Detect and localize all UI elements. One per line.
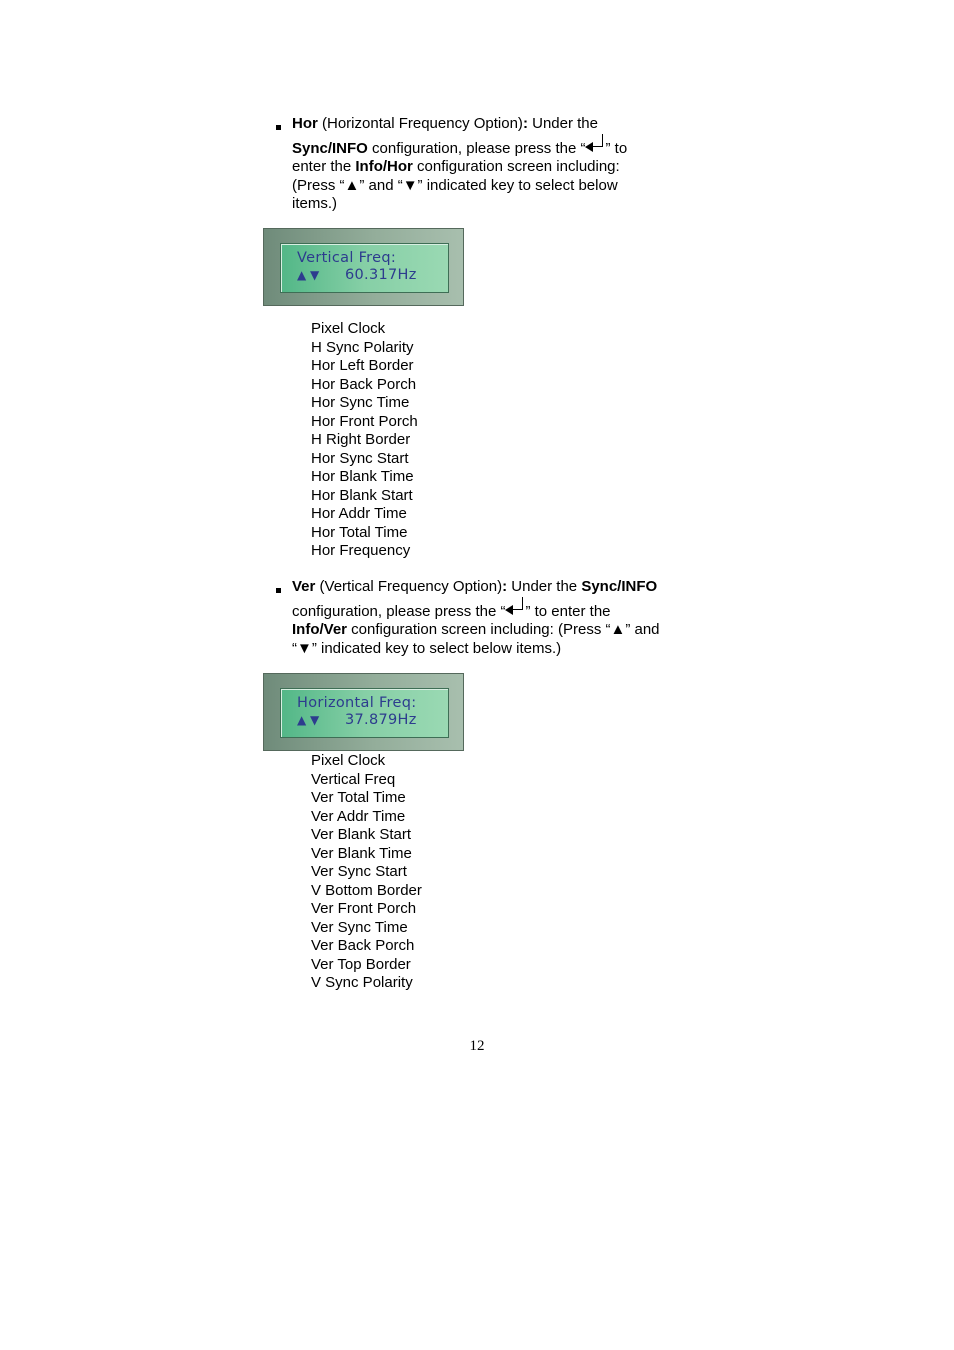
lcd-title: Vertical Freq: [297, 250, 397, 266]
lcd-value: 60.317Hz [345, 267, 417, 283]
hor-items-list [311, 320, 418, 561]
list-item: Pixel Clock [311, 320, 386, 337]
info-hor-label: Info/Hor [355, 158, 413, 175]
list-item: Ver Front Porch [311, 900, 417, 917]
list-item: H Sync Polarity [311, 338, 414, 356]
enter-key-icon [585, 140, 605, 154]
list-item: Hor Front Porch [311, 412, 418, 430]
list-item: Hor Frequency [311, 542, 411, 559]
ver-items-list [311, 752, 422, 993]
sync-info-label: Sync/INFO [292, 139, 368, 157]
sync-info-label: Sync/INFO [581, 578, 658, 595]
lcd-display-horizontal-freq [263, 673, 464, 751]
list-item: H Right Border [311, 431, 411, 448]
enter-key-icon [505, 603, 525, 617]
list-item: Pixel Clock [311, 752, 386, 769]
up-down-arrows-icon: ▲ ▼ [297, 268, 320, 282]
hor-paragraph: Hor (Horizontal Frequency Option): Under the Sync/INFO configuration, please press the “ ” to enter the Info/Hor configuration screen including: (Press “▲” and “▼” indicated key to select below items.) [292, 115, 628, 212]
list-item: Hor Left Border [311, 357, 414, 374]
list-item: Ver Sync Time [311, 918, 408, 936]
lcd-value: 37.879Hz [345, 712, 417, 728]
list-item: Hor Back Porch [311, 375, 417, 393]
lcd-title: Horizontal Freq: [297, 695, 417, 711]
page-number: 12 [469, 1038, 485, 1054]
list-item: Ver Back Porch [311, 937, 415, 954]
list-item: Ver Blank Time [311, 844, 412, 862]
list-item: Ver Sync Start [311, 863, 407, 880]
hor-section [276, 115, 706, 214]
list-item: Hor Blank Time [311, 468, 414, 485]
lcd-screen [280, 688, 449, 738]
ver-section [276, 578, 706, 658]
bullet-icon [276, 125, 281, 130]
ver-paragraph: Ver (Vertical Frequency Option): Under the Sync/INFO configuration, please press the “ ” to enter the Info/Ver configuration screen including: (Press “▲” and “▼” indicated key to select below items.) [292, 578, 660, 657]
list-item: Ver Addr Time [311, 807, 406, 825]
list-item: Ver Top Border [311, 955, 411, 973]
bullet-icon [276, 588, 281, 593]
list-item: Ver Blank Start [311, 826, 412, 843]
list-item: Hor Sync Start [311, 449, 409, 467]
list-item: Ver Total Time [311, 789, 406, 806]
list-item: Hor Blank Start [311, 486, 413, 504]
list-item: Hor Total Time [311, 523, 408, 541]
list-item: Hor Sync Time [311, 394, 410, 411]
up-down-arrows-icon: ▲ ▼ [297, 713, 320, 727]
list-item: Vertical Freq [311, 770, 396, 788]
list-item: V Sync Polarity [311, 974, 413, 991]
ver-label: Ver [292, 578, 316, 595]
lcd-screen [280, 243, 449, 293]
lcd-display-vertical-freq [263, 228, 464, 306]
list-item: Hor Addr Time [311, 505, 407, 522]
list-item: V Bottom Border [311, 881, 422, 899]
hor-label: Hor [292, 115, 318, 132]
info-ver-label: Info/Ver [292, 621, 348, 638]
